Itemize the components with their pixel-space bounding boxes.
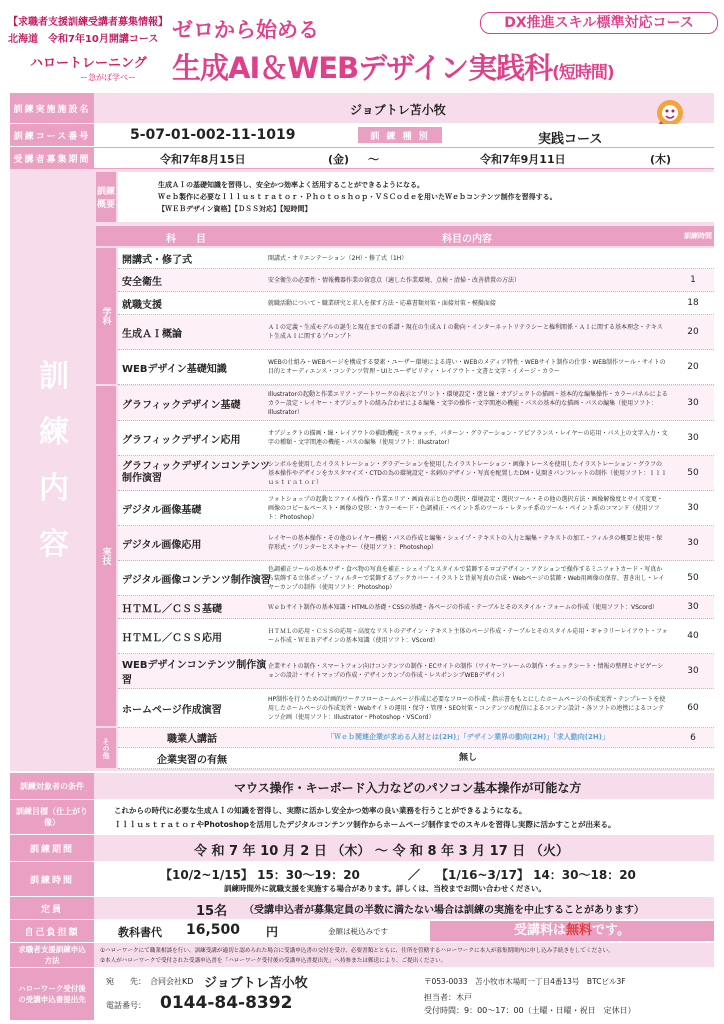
term-label: 訓練期間 bbox=[10, 835, 94, 861]
hours-slot2: 【1/16~3/17】 14：30～18：20 bbox=[436, 868, 636, 882]
cost-row bbox=[10, 920, 714, 942]
address: 〒053-0033 苫小牧市木場町一丁目4番13号 BTCビル3F bbox=[424, 977, 626, 986]
apply-label: 求職者支援訓練申込方法 bbox=[10, 943, 94, 967]
period-end: 令和7年9月11日 bbox=[480, 153, 566, 166]
subject-name: デジタル画像基礎 bbox=[122, 504, 202, 516]
course-no-row bbox=[10, 124, 714, 146]
subject-desc: フォトショップの起動とファイル操作・作業エリア・画面表示と色の選択・環境設定・選択ツール・その他の選択方法・画像解像度とサイズ変更・画像のコピー＆ペースト・画像の変形：・カラーモード・色調補正・ペイント系のツール・レタッチ系のツール・ペイント系のコマンド（使用ソフト：Photoshop） bbox=[268, 495, 663, 521]
submit-label: ハローワーク受付後の受講申込書提出先 bbox=[10, 968, 94, 1020]
subject-name: WEBデザインコンテンツ制作演習 bbox=[122, 660, 267, 686]
table-row bbox=[118, 491, 714, 526]
table-row bbox=[118, 654, 714, 689]
subject-name: グラフィックデザインコンテンツ制作演習 bbox=[122, 461, 270, 484]
cost-tax-note: 金額は税込みです bbox=[328, 927, 388, 936]
table-row bbox=[118, 386, 714, 421]
group-other: その他 bbox=[96, 728, 116, 768]
logo-text: ハロートレーニング bbox=[30, 56, 147, 71]
logo-sub: ー急がば学べー bbox=[80, 73, 136, 82]
subject-hours: 30 bbox=[687, 503, 699, 513]
goal-label: 訓練目標（仕上がり像） bbox=[10, 800, 94, 834]
type-value: 実践コース bbox=[538, 132, 603, 147]
school-row bbox=[10, 93, 714, 123]
head-hours: 訓練時間 bbox=[684, 232, 712, 240]
table-row bbox=[118, 526, 714, 561]
content-big-label: 訓練内容 bbox=[39, 359, 69, 562]
reception-hours: 受付時間：9：00～17：00（土曜・日曜・祝日 定休日） bbox=[424, 1006, 636, 1015]
subject-desc: 色調補正ツールの基本ワザ・食べ物の写真を補正・シェイプとスタイルで装飾するロゴデザイン・アクションで操作するミニフォトカード・写真から装飾する立体ポップ・フィルターで装飾するブックカバー・イラストと背景写真の合成・Webページの装飾・Web用画像の保存、書き出し・レイヤーカンプの制作（使用ソフト：Photoshop） bbox=[268, 565, 665, 591]
hours-row bbox=[10, 862, 714, 896]
subject-name: 生成ＡＩ概論 bbox=[122, 328, 182, 340]
subject-desc: 就職活動について・職業研究と求人を探す方法・応募書類対策・面接対策・模擬面接 bbox=[268, 299, 496, 307]
subject-hours: 20 bbox=[687, 327, 699, 337]
page-title bbox=[172, 46, 614, 87]
hours-label: 訓練時間 bbox=[10, 862, 94, 896]
subject-hours: 50 bbox=[687, 468, 699, 478]
course-no-label: 訓練コース番号 bbox=[10, 124, 94, 146]
subject-name: 安全衛生 bbox=[122, 276, 162, 288]
free-tuition-banner bbox=[430, 921, 714, 941]
term-value: 令 和 7 年 10 月 2 日 （木） ～ 令 和 8 年 3 月 17 日 （火） bbox=[194, 844, 569, 859]
subject-name: デジタル画像応用 bbox=[122, 539, 202, 551]
subject-desc: ＨＴＭＬの応用・ＣＳＳの応用・高度なリストのデザイン・テキスト主体のページ作成・テーブルとそのスタイル応用・ギャラリーレイアウト・フォーム作成・ＷＥＢデザインの基本知識（使用ソフト：VScord） bbox=[268, 628, 668, 644]
company: 合同会社KD bbox=[150, 977, 194, 986]
table-row bbox=[118, 561, 714, 596]
subject-name: ＨＴＭＬ／ＣＳＳ基礎 bbox=[122, 603, 222, 615]
goal-line2: ＩｌｌｕｓｔｒａｔｏｒやPhotoshopを活用したデジタルコンテンツ制作からホームページ制作までのスキルを習得し実際に活かすことが出来る。 bbox=[114, 820, 616, 829]
hours-note: 訓練時間外に就職支援を実施する場合があります。詳しくは、当校までお問い合わせください。 bbox=[224, 884, 546, 893]
title-suffix: (短時間) bbox=[552, 63, 614, 83]
subject-hours bbox=[672, 748, 714, 768]
subject-hours: 1 bbox=[690, 275, 696, 285]
subject-hours: 6 bbox=[690, 732, 696, 743]
subject-name: グラフィックデザイン応用 bbox=[122, 434, 241, 446]
subject-hours: 18 bbox=[687, 298, 699, 308]
overview-label: 訓練概要 bbox=[96, 172, 116, 222]
subject-desc: 開講式・オリエンテーション（2H）・修了式（1H） bbox=[268, 254, 408, 262]
apply-line1: ①ハローワークにて職業相談を行い、訓練受講が適切と認められた場合に受講申込書の交付を受け、必要書類とともに、住所を管轄するハローワークに本人が募集期間内に申し込み手続きをしてください。 bbox=[100, 948, 614, 954]
overview-line1: 生成ＡＩの基礎知識を習得し、安全かつ効率よく活用することができるようになる。 bbox=[158, 181, 424, 189]
cost-label: 自己負担額 bbox=[10, 920, 94, 942]
hours-slot1: 【10/2~1/15】 15：30～19：20 bbox=[160, 868, 360, 882]
subject-name: デジタル画像コンテンツ制作演習 bbox=[122, 574, 271, 586]
subject-desc: レイヤーの基本操作・その他のレイヤー機能・パスの作成と編集・シェイプ・テキストの入力と編集・テキストの加工・フィルタの概要と使用・保存形式・プリンターとスキャナー（使用ソフト：Photoshop） bbox=[268, 535, 663, 551]
tel-label: 電話番号： bbox=[106, 1001, 146, 1010]
period-start-day: (金) bbox=[328, 153, 350, 166]
table-row bbox=[118, 619, 714, 654]
free-pre: 受講料は bbox=[514, 923, 567, 938]
subject-name: 企業実習の有無 bbox=[157, 754, 227, 766]
capacity-value: 15名 bbox=[196, 904, 228, 919]
subject-desc: ＡＩの定義・生成モデルの誕生と現在までの系譜・現在の生成ＡＩの動向・インターネットリテラシーと権利関係・ＡＩに関する基本理念・テキスト生成ＡＩに関するプロンプト bbox=[268, 324, 663, 340]
subject-hours: 30 bbox=[687, 538, 699, 548]
subject-desc: オブジェクトの描画・線・レイアウトの補助機能・スウォッチ、パターン・グラデーション・アピアランス・レイヤーの応用・パス上の文字入力・文字の種類・文字関連の機能・パスの編集（使用ソフト：Illustrator） bbox=[268, 430, 668, 446]
overview-line2: Ｗｅｂ製作に必要なＩｌｌｕｓｔｒａｔｏｒ・Ｐｈｏｔｏｓｈｏｐ・ＶＳＣｏｄｅを用いたＷｅｂコンテンツ制作を習得する。 bbox=[158, 193, 557, 201]
period-label: 受講者募集期間 bbox=[10, 148, 94, 168]
capacity-note: （受講申込者が募集定員の半数に満たない場合は訓練の実施を中止することがあります） bbox=[244, 905, 644, 916]
requirements-row bbox=[10, 773, 714, 799]
table-row bbox=[118, 248, 714, 269]
cost-unit: 円 bbox=[266, 925, 279, 939]
subject-desc: Ｗｅｂサイト制作の基本知識・HTMLの基礎・CSSの基礎・各ページの作成・テーブルとそのスタイル・フォームの作成（使用ソフト：VScord） bbox=[268, 603, 659, 611]
table-head bbox=[96, 226, 714, 246]
subject-hours: 60 bbox=[687, 703, 699, 713]
subject-hours: 20 bbox=[687, 362, 699, 372]
table-row bbox=[118, 596, 714, 619]
logo bbox=[30, 52, 158, 82]
subject-desc: 企業サイトの制作・スマートフォン向けコンテンツの制作・ECサイトの制作（ワイヤーフレームの制作・チェックシート・情報の整理とナビゲーションの設計・サイトマップの作成・デザインカンプの作成・レスポンシブWEBデザイン） bbox=[268, 663, 664, 679]
subject-hours: 30 bbox=[687, 602, 699, 612]
contact: 担当者：木戸 bbox=[424, 993, 472, 1002]
free-post: です。 bbox=[592, 923, 630, 938]
table-row bbox=[118, 456, 714, 491]
type-label: 訓 練 種 別 bbox=[358, 127, 442, 143]
head-subject: 科 目 bbox=[166, 234, 206, 245]
header bbox=[0, 0, 724, 92]
capacity-row bbox=[10, 897, 714, 919]
cost-amount: 16,500 bbox=[186, 922, 241, 938]
period-row bbox=[10, 147, 714, 169]
header-line1: 【求職者支援訓練受講者募集情報】 bbox=[8, 17, 168, 28]
table-row bbox=[118, 315, 714, 350]
table-row bbox=[118, 421, 714, 456]
subject-hours: 30 bbox=[687, 398, 699, 408]
subject-desc: 安全衛生の必要性・情報機器作業の留意点（適した作業環境、点検・清掃・改善措置の方法） bbox=[268, 276, 521, 284]
goal-row bbox=[10, 800, 714, 834]
subject-hours: 30 bbox=[687, 666, 699, 676]
addr-label: 宛 先： bbox=[106, 977, 146, 986]
period-end-day: (木) bbox=[650, 153, 672, 166]
subject-name: 就職支援 bbox=[122, 299, 162, 311]
subject-name: WEBデザイン基礎知識 bbox=[122, 363, 227, 375]
requirements-value: マウス操作・キーボード入力などのパソコン基本操作が可能な方 bbox=[234, 781, 582, 795]
group-jitsugi: 実技 bbox=[96, 386, 116, 726]
subject-hours: 40 bbox=[687, 631, 699, 641]
subject-name: ホームページ作成演習 bbox=[122, 704, 222, 716]
group-gakka: 学科 bbox=[96, 248, 116, 384]
dx-badge: DX推進スキル標準対応コース bbox=[480, 12, 718, 34]
submit-row bbox=[10, 968, 714, 1020]
subject-desc: Illustratorの起動と作業エリア・アートワークの表示とプリント・環境設定・塗と線・オブジェクトの描画・基本的な編集操作・カラーパネルによるカラー設定・レイヤー・オブジェクトの組み合わせによる編集・文字の操作・文字関連の機能・パスの基本的な描画・パスの編集（使用ソフト：Illustrator） bbox=[268, 390, 668, 416]
course-no-value: 5-07-01-002-11-1019 bbox=[130, 127, 296, 143]
subject-hours: 30 bbox=[687, 433, 699, 443]
table-row bbox=[118, 748, 714, 769]
table-row bbox=[118, 269, 714, 292]
subject-name: 開講式・修了式 bbox=[122, 254, 192, 266]
subject-desc: シンボルを使用したイラストレーション・グラデーションを使用したイラストレーション・画像トレースを使用したイラストレーション・グラフの基本操作やデザインをカスタマイズ・CTDの為の環境設定・名刺のデザイン・写真を配置したDM・見開きパンフレットの制作（使用ソフト：Ｉｌｌｕｓｔｒａｔｏｒ） bbox=[268, 460, 667, 486]
apply-line2: ②本人がハローワークで受付された受講申込書を「ハローワーク受付後の受講申込書提出先」へ持参または郵送により、ご提出ください。 bbox=[100, 958, 447, 964]
hours-separator: ／ bbox=[408, 868, 421, 882]
title-main: 生成AI＆WEBデザイン実践科 bbox=[172, 51, 553, 85]
subject-hours: 50 bbox=[687, 573, 699, 583]
period-tilde: ～ bbox=[368, 153, 379, 166]
table-row bbox=[118, 728, 714, 748]
capacity-label: 定員 bbox=[10, 897, 94, 919]
subject-name: ＨＴＭＬ／ＣＳＳ応用 bbox=[122, 632, 222, 644]
subject-desc: WEBの仕組み・WEBページを構成する要素・ユーザー環境による違い・WEBのメディア特性・WEBサイト制作の仕事・WEB制作ツール・サイトの目的とオーディエンス・コンテンツ管理・UIとユーザビリティ・レイアウト・文書と文字・イメージ・カラー bbox=[268, 359, 666, 375]
table-row bbox=[118, 292, 714, 315]
goal-line1: これからの時代に必要な生成ＡＩの知識を習得し、実際に活かし安全かつ効率の良い業務を行うことができるようになる。 bbox=[114, 806, 527, 815]
subject-desc: 無し bbox=[458, 752, 477, 763]
table-row bbox=[118, 350, 714, 385]
school-value: ジョブトレ苫小牧 bbox=[350, 103, 446, 117]
overview-line3: 【ＷＥＢデザイン資格】【ＤＳＳ対応】【短時間】 bbox=[158, 205, 312, 213]
overview bbox=[118, 172, 714, 222]
head-content: 科目の内容 bbox=[442, 234, 492, 245]
term-row bbox=[10, 835, 714, 861]
catch-copy: ゼロから始める bbox=[172, 18, 319, 42]
header-line2: 北海道 令和7年10月開講コース bbox=[8, 34, 159, 45]
subject-name: 職業人講話 bbox=[167, 734, 217, 745]
period-start: 令和7年8月15日 bbox=[160, 153, 246, 166]
subject-desc: HP制作を行うための計画的ワークフローホームページ作成に必要なフローの作成・指示書をもとにしたホームページの作成実習・テンプレートを使用したホームページの作成実習・Webサイトの運用・保守・管理・SEO対策・コンテンツの配信によるコンテン設計・各ソフトの連携によるコンテンツ企画（使用ソフト：Illustrator・Photoshop・VSCord） bbox=[268, 695, 666, 721]
cost-item: 教科書代 bbox=[118, 926, 162, 939]
school-name: ジョブトレ苫小牧 bbox=[204, 976, 308, 991]
tel: 0144-84-8392 bbox=[160, 993, 293, 1013]
school-label: 訓練実施施設名 bbox=[10, 93, 94, 123]
table-row bbox=[118, 689, 714, 728]
subject-name: グラフィックデザイン基礎 bbox=[122, 399, 241, 411]
free-em: 無料 bbox=[566, 923, 593, 938]
apply-row bbox=[10, 943, 714, 967]
subject-hours bbox=[672, 248, 714, 268]
subject-desc: 「Ｗｅｂ関連企業が求める人材とは(2H)」「デザイン業界の動向(2H)」「求人動向(2H)」 bbox=[327, 733, 609, 741]
requirements-label: 訓練対象者の条件 bbox=[10, 773, 94, 799]
